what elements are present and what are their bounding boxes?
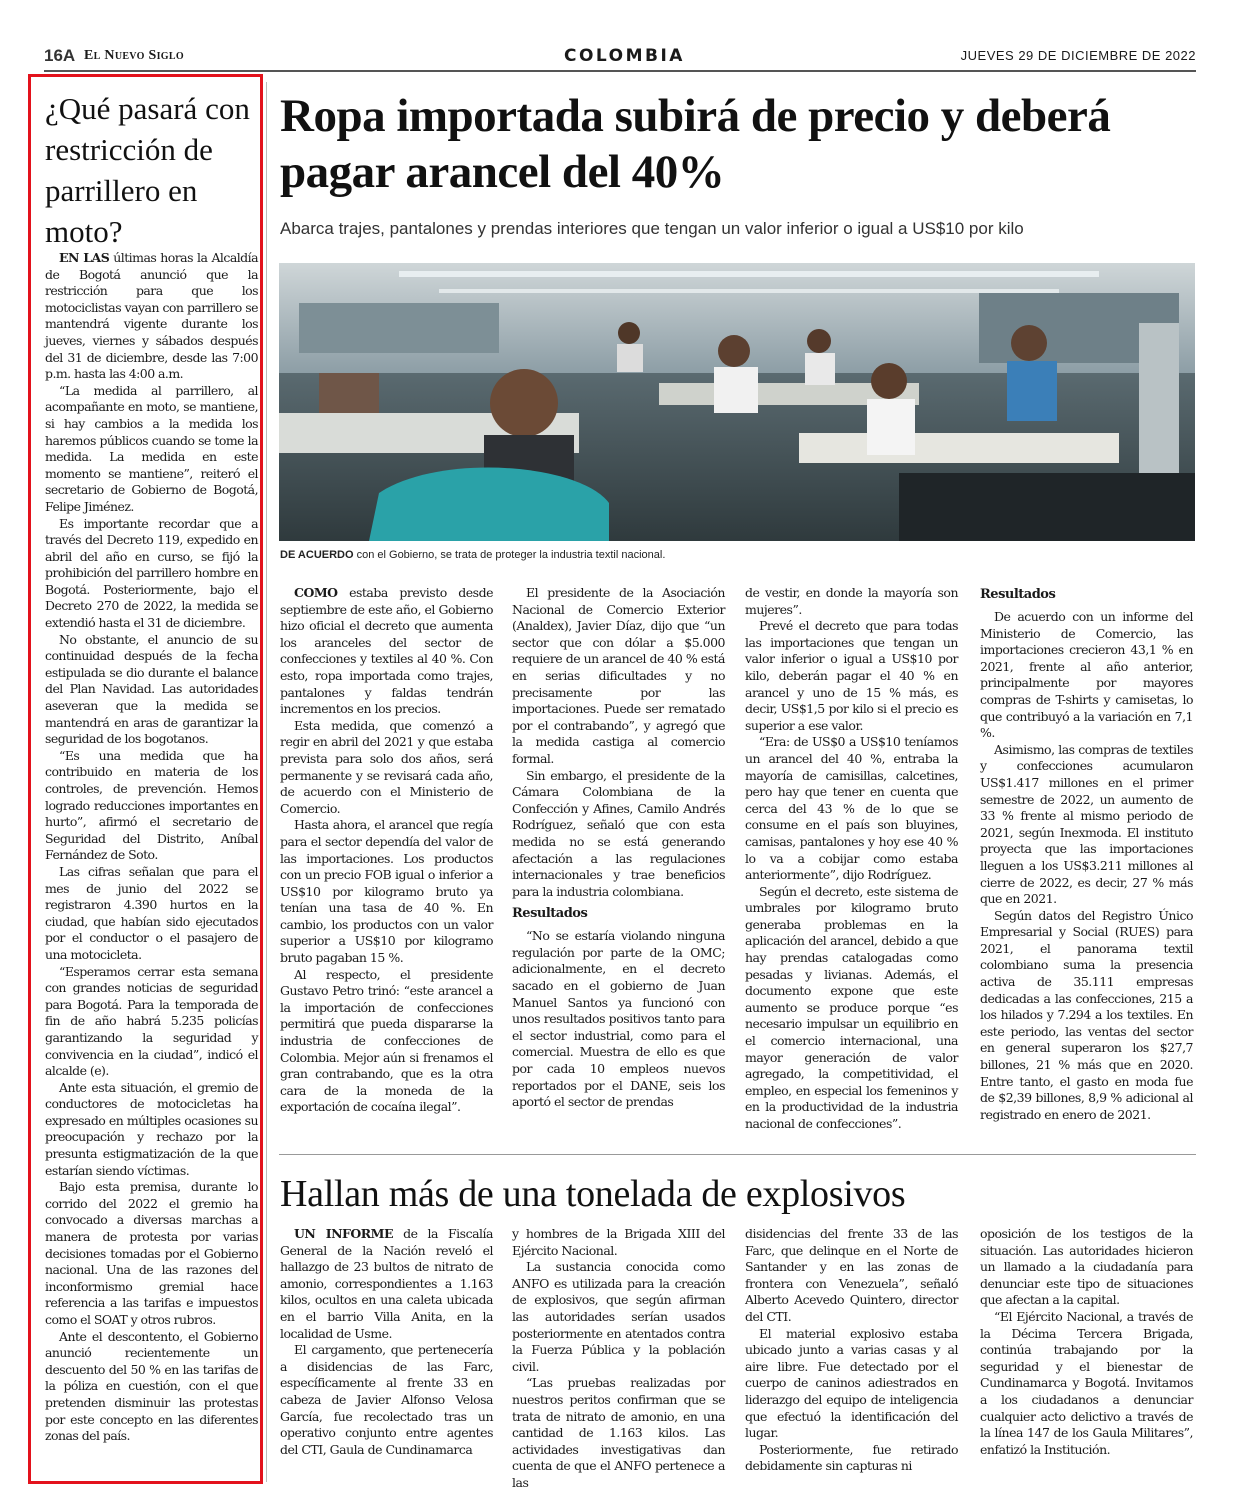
lead-caps: UN INFORME xyxy=(294,1226,394,1241)
paragraph: Asimismo, las compras de textiles y confecciones acumularon US$1.417 millones en el primer semestre de 2022, un aumento de 33 % frente al mismo periodo de 2021, según Inexmoda. El instituto proyecta que las importaciones lleguen a los US$3.211 millones al cierre de 2022, es decir, 27 % más que en 2021. xyxy=(980,741,1193,907)
garment-factory-image xyxy=(279,263,1195,541)
paragraph: disidencias del frente 33 de las Farc, que delinque en el Norte de Santander y en las zonas de frontera con Venezuela”, señaló Alberto Acevedo Quintero, director del CTI. xyxy=(745,1226,958,1324)
sidebar-paragraph: Ante el descontento, el Gobierno anunció recientemente un descuento del 50 % en las tarifas de la póliza en cuestión, con el que pretenden disminuir las protestas por este concepto en las diferentes zonas del país. xyxy=(45,1328,258,1444)
sidebar-paragraph: Las cifras señalan que para el mes de junio del 2022 se registraron 4.390 hurtos en la ciudad, que habían sido ejecutados por el conductor o el pasajero de una motocicleta. xyxy=(45,863,258,962)
lead-caps: COMO xyxy=(294,585,338,600)
newspaper-name: El Nuevo Siglo xyxy=(84,48,184,63)
sidebar-paragraph: Ante esta situación, el gremio de conductores de motocicletas ha expresado en múltiples ocasiones su preocupación y rechazo por la presunta estigmatización de la que estarían siendo víctimas. xyxy=(45,1079,258,1178)
sidebar-paragraph: No obstante, el anuncio de su continuidad después de la fecha estipulada se dio durante el balance del Plan Navidad. Las autoridades aseveran que la medida se mantendrá en aras de garantizar la seguridad de los bogotanos. xyxy=(45,631,258,747)
paragraph: El presidente de la Asociación Nacional de Comercio Exterior (Analdex), Javier Díaz, dijo que “un sector que con dólar a $5.000 requiere de un arancel de 40 % está en serias dificultades y no precisamente por las importaciones. Puede ser rematado por el contrabando”, y agregó que la medida castiga al comercio formal. xyxy=(512,585,725,766)
issue-date: JUEVES 29 DE DICIEMBRE DE 2022 xyxy=(960,48,1196,63)
article1-column-2 xyxy=(512,585,725,1111)
paragraph: De acuerdo con un informe del Ministerio de Comercio, las importaciones crecieron 43,1 % en 2021, frente al año anterior, principalmente por mayores compras de T-shirts y camisetas, lo que contribuyó a la variación en 7,1 %. xyxy=(980,609,1193,741)
article2-column-4 xyxy=(980,1226,1193,1458)
paragraph: de vestir, en donde la mayoría son mujeres”. xyxy=(745,585,958,617)
section-title: COLOMBIA xyxy=(564,46,685,66)
sidebar-paragraph: “Esperamos cerrar esta semana con grandes noticias de seguridad para Bogotá. Para la temporada de fin de año habrá 5.235 policías garantizando la seguridad y convivencia en la ciudad”, indicó el alcalde (e). xyxy=(45,963,258,1079)
factory-photo xyxy=(279,263,1195,541)
page-header xyxy=(44,44,1196,72)
article-divider xyxy=(279,1154,1196,1155)
paragraph: La sustancia conocida como ANFO es utilizada para la creación de explosivos, que según afirman las autoridades serían usados posteriormente en atentados contra la Fuerza Pública y la población civil. xyxy=(512,1259,725,1374)
photo-caption: DE ACUERDO con el Gobierno, se trata de proteger la industria textil nacional. xyxy=(280,549,666,561)
paragraph: Prevé el decreto que para todas las importaciones que tengan un valor inferior o igual a US$10 por kilo, deberán pagar el 40 % en arancel y uno de 15 % más, es decir, US$1,5 por kilo si el precio es superior a ese valor. xyxy=(745,618,958,733)
paragraph: Según datos del Registro Único Empresarial y Social (RUES) para 2021, el panorama textil colombiano suma la presencia activa de 35.111 empresas dedicadas a las confecciones, 215 a los hilados y 7.294 a los textiles. En este periodo, las ventas del sector en general superaron los $27,7 billones, 21 % más que en 2020. Entre tanto, el gasto en moda fue de $2,39 billones, 8,9 % adicional al registrado en enero de 2021. xyxy=(980,907,1193,1122)
sidebar-paragraph: “Es una medida que ha contribuido en materia de los controles, de prevención. Hemos logrado reducciones importantes en hurto”, afirmó el secretario de Seguridad del Distrito, Aníbal Fernández de Soto. xyxy=(45,747,258,863)
sidebar-body xyxy=(45,250,258,1445)
paragraph: El cargamento, que pertenecería a disidencias de las Farc, específicamente al frente 33 en cabeza de Javier Alfonso Velosa García, fue recolectado tras un operativo conjunto entre agentes del CTI, Gaula de Cundinamarca xyxy=(280,1342,493,1457)
article1-column-4 xyxy=(980,585,1193,1123)
paragraph: Sin embargo, el presidente de la Cámara Colombiana de la Confección y Afines, Camilo Andrés Rodríguez, señaló que con esta medida no se está generando afectación a las regulaciones internacionales y trae beneficios para la industria colombiana. xyxy=(512,767,725,899)
paragraph: “Las pruebas realizadas por nuestros peritos confirman que se trata de nitrato de amonio, en una cantidad de 1.163 kilos. Las actividades investigativas dan cuenta de que el ANFO pertenece a las xyxy=(512,1375,725,1490)
sidebar-headline: ¿Qué pasará con restricción de parrillero en moto? xyxy=(45,91,250,249)
page-number: 16A xyxy=(44,46,76,65)
paragraph: oposición de los testigos de la situación. Las autoridades hicieron un llamado a la ciudadanía para denunciar este tipo de situaciones que afectan a la capital. xyxy=(980,1226,1193,1308)
sidebar-paragraph: “La medida al parrillero, al acompañante en moto, se mantiene, si hay cambios a la medida los haremos públicos cuando se tome la medida. La medida en este momento se mantiene”, reiteró el secretario de Gobierno de Bogotá, Felipe Jiménez. xyxy=(45,382,258,514)
paragraph: Posteriormente, fue retirado debidamente sin capturas ni xyxy=(745,1441,958,1474)
paragraph: COMO estaba previsto desde septiembre de este año, el Gobierno hizo oficial el decreto que aumenta los aranceles del sector de confecciones y textiles al 40 %. Con esto, ropa importada como trajes, pantalones y faldas tendrán incrementos en los precios. xyxy=(280,585,493,717)
paragraph: El material explosivo estaba ubicado junto a varias casas y al aire libre. Fue detectado por el cuerpo de caninos adiestrados en liderazgo del equipo de inteligencia que efectuó la identificación del lugar. xyxy=(745,1325,958,1441)
main-headline: Ropa importada subirá de precio y deberá pagar arancel del 40% xyxy=(280,90,1111,198)
sidebar-paragraph: Es importante recordar que a través del Decreto 119, expedido en abril del año en curso, se fijó la prohibición del parrillero hombre en Bogotá. Posteriormente, bajo el Decreto 270 de 2022, la medida se extendió hasta el 31 de diciembre. xyxy=(45,515,258,631)
article1-column-3 xyxy=(745,585,958,1133)
paragraph: Hasta ahora, el arancel que regía para el sector dependía del valor de las importaciones. Los productos con un precio FOB igual o inferior a US$10 por kilogramo bruto ya tenían una tasa de 40 %. En cambio, los productos con un valor superior a US$10 por kilogramo bruto pagaban 15 %. xyxy=(280,817,493,966)
column-divider xyxy=(266,82,267,1482)
sidebar-paragraph: EN LAS últimas horas la Alcaldía de Bogotá anunció que la restricción para que los motociclistas vayan con parrillero se mantendrá vigente durante los jueves, viernes y sábados después del 31 de diciembre, desde las 7:00 p.m. hasta las 4:00 a.m. xyxy=(45,250,258,382)
paragraph: Al respecto, el presidente Gustavo Petro trinó: “este arancel a la importación de confecciones permitirá que pueda dispararse la industria de confecciones de Colombia. Mejor aún si frenamos el gran contrabando, que es la otra cara de la moneda de la exportación de cocaína ilegal”. xyxy=(280,966,493,1115)
sidebar-paragraph: Bajo esta premisa, durante lo corrido del 2022 el gremio ha convocado a diversas marchas a manera de protesta por varias decisiones tomadas por el Gobierno nacional. Una de las razones del inconformismo gremial hace referencia a las tarifas e impuestos como el SOAT y otros rubros. xyxy=(45,1179,258,1327)
section-heading: Resultados xyxy=(980,587,1056,602)
paragraph: “El Ejército Nacional, a través de la Décima Tercera Brigada, continúa trabajando por la seguridad y el bienestar de Cundinamarca y Bogotá. Invitamos a los ciudadanos a denunciar cualquier acto delictivo a través de la línea 147 de los Gaula Militares”, enfatizó la Institución. xyxy=(980,1308,1193,1457)
second-headline: Hallan más de una tonelada de explosivos xyxy=(280,1173,906,1215)
paragraph: “Era: de US$0 a US$10 teníamos un arancel del 40 %, entraba la mayoría de camisillas, calcetines, pero hay que tener en cuenta que cerca del 43 % de lo que se consume en el país son bluyines, camisas, pantalones y hoy ese 40 % lo va a cobijar como estaba anteriormente”, dijo Rodríguez. xyxy=(745,734,958,883)
article2-column-3 xyxy=(745,1226,958,1475)
main-subheadline: Abarca trajes, pantalones y prendas interiores que tengan un valor inferior o igual a US$10 por kilo xyxy=(280,219,1024,238)
lead-caps: EN LAS xyxy=(59,250,110,265)
paragraph: Según el decreto, este sistema de umbrales por kilogramo bruto generaba problemas en la aplicación del arancel, debido a que hay prendas catalogadas como pesadas y livianas. Además, el documento expone que este aumento se produce porque “es necesario impulsar un equilibrio en el comercio internacional, una mayor generación de valor agregado, la competitividad, el empleo, en especial los femeninos y en la productividad de la industria nacional de confecciones”. xyxy=(745,883,958,1131)
article2-column-1 xyxy=(280,1226,493,1458)
paragraph: UN INFORME de la Fiscalía General de la Nación reveló el hallazgo de 23 bultos de nitrato de amonio, correspondientes a 1.163 kilos, ocultos en una caleta ubicada en el barrio Villa Anita, en la localidad de Usme. xyxy=(280,1226,493,1341)
paragraph: “No se estaría violando ninguna regulación por parte de la OMC; adicionalmente, en el decreto sacado en el gobierno de Juan Manuel Santos ya funcionó con unos resultados positivos tanto para el sector industrial, como para el comercial. Muestra de ello es que por cada 10 empleos nuevos reportados por el DANE, seis los aportó el sector de prendas xyxy=(512,928,725,1110)
paragraph: y hombres de la Brigada XIII del Ejército Nacional. xyxy=(512,1226,725,1258)
article1-column-1 xyxy=(280,585,493,1116)
article2-column-2 xyxy=(512,1226,725,1492)
paragraph: Esta medida, que comenzó a regir en abril del 2021 y que estaba prevista para solo dos años, será permanente y se revisará cada año, de acuerdo con el Ministerio de Comercio. xyxy=(280,717,493,816)
section-heading: Resultados xyxy=(512,906,588,922)
